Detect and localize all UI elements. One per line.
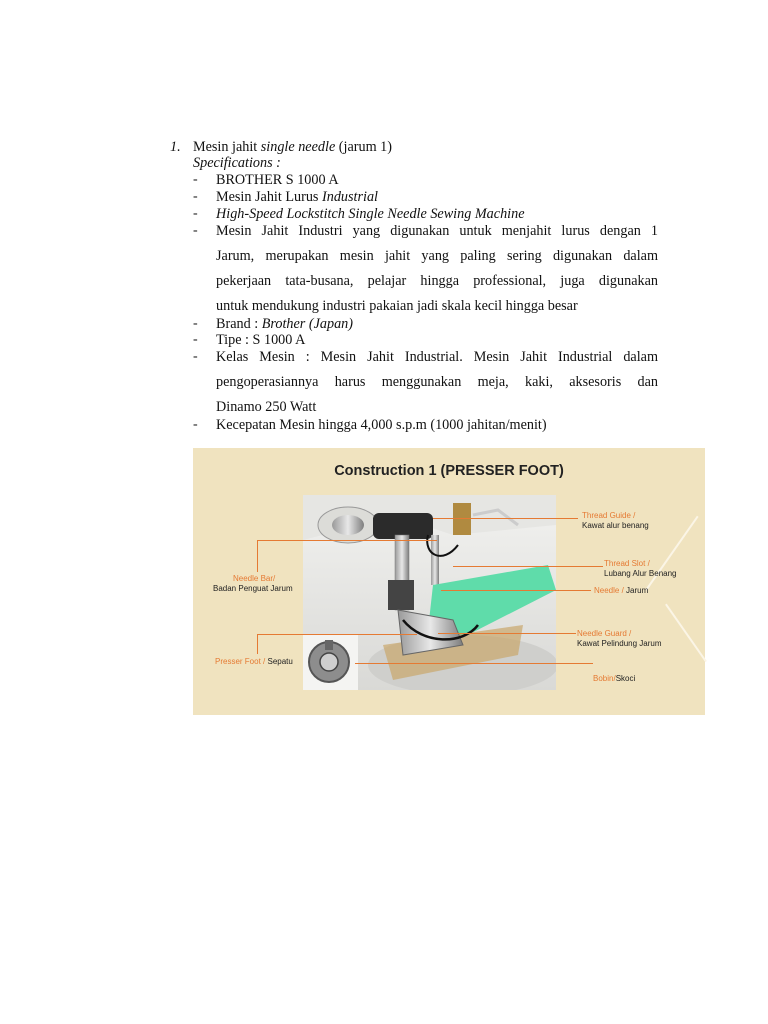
- needle-leader: [441, 590, 591, 591]
- spec-class-line-2: pengoperasiannya harus menggunakan meja, kaki, aksesoris dan: [216, 374, 658, 390]
- presser-foot-figure: [193, 448, 705, 715]
- bullet-dash: -: [193, 223, 198, 238]
- spec-speed: Kecepatan Mesin hingga 4,000 s.p.m (1000 jahitan/menit): [216, 417, 547, 433]
- decorative-line: [665, 604, 706, 662]
- bobin-leader: [355, 663, 593, 664]
- needle-guard-label: Needle Guard / Kawat Pelindung Jarum: [577, 629, 662, 648]
- spec-tipe: Tipe : S 1000 A: [216, 332, 306, 348]
- spec-description-line-2: Jarum, merupakan mesin jahit yang paling sering digunakan dalam: [216, 248, 658, 264]
- sewing-machine-illustration: [303, 495, 556, 690]
- presser-foot-leader-vertical: [257, 634, 258, 654]
- list-number: 1.: [170, 139, 181, 155]
- bullet-dash: -: [193, 189, 198, 204]
- bullet-dash: -: [193, 316, 198, 331]
- thread-slot-leader: [453, 566, 603, 567]
- presser-foot-leader: [257, 634, 417, 635]
- thread-guide-leader: [433, 518, 578, 519]
- bullet-dash: -: [193, 349, 198, 364]
- presser-foot-label: Presser Foot / Sepatu: [215, 657, 293, 666]
- spec-type: Mesin Jahit Lurus Industrial: [216, 189, 378, 205]
- bullet-dash: -: [193, 206, 198, 221]
- spec-description-line-4: untuk mendukung industri pakaian jadi skala kecil hingga besar: [216, 298, 578, 314]
- bobin-label: Bobin/Skoci: [593, 674, 636, 683]
- spec-brand: Brand : Brother (Japan): [216, 316, 353, 332]
- thread-slot-label: Thread Slot / Lubang Alur Benang: [604, 559, 677, 578]
- bullet-dash: -: [193, 332, 198, 347]
- spec-description-line-3: pekerjaan tata-busana, pelajar hingga professional, juga digunakan: [216, 273, 658, 289]
- needle-bar-label: Needle Bar/ Badan Penguat Jarum: [213, 574, 293, 593]
- needle-guard-leader: [438, 633, 576, 634]
- thread-guide-label: Thread Guide / Kawat alur benang: [582, 511, 649, 530]
- spec-description-line-1: Mesin Jahit Industri yang digunakan untuk menjahit lurus dengan 1: [216, 223, 658, 239]
- sewing-machine-photo: [303, 495, 556, 690]
- needle-bar-leader: [257, 540, 437, 541]
- needle-bar-leader-vertical: [257, 540, 258, 572]
- decorative-line: [645, 516, 698, 591]
- needle-label: Needle / Jarum: [594, 586, 649, 595]
- bullet-dash: -: [193, 172, 198, 187]
- item-title: Mesin jahit single needle (jarum 1): [193, 139, 392, 155]
- spec-class-line-3: Dinamo 250 Watt: [216, 399, 317, 415]
- spec-class-line-1: Kelas Mesin : Mesin Jahit Industrial. Mesin Jahit Industrial dalam: [216, 349, 658, 365]
- spec-english-name: High-Speed Lockstitch Single Needle Sewing Machine: [216, 206, 525, 222]
- spec-model: BROTHER S 1000 A: [216, 172, 339, 188]
- bullet-dash: -: [193, 417, 198, 432]
- specifications-heading: Specifications :: [193, 155, 281, 171]
- figure-title: Construction 1 (PRESSER FOOT): [334, 463, 564, 479]
